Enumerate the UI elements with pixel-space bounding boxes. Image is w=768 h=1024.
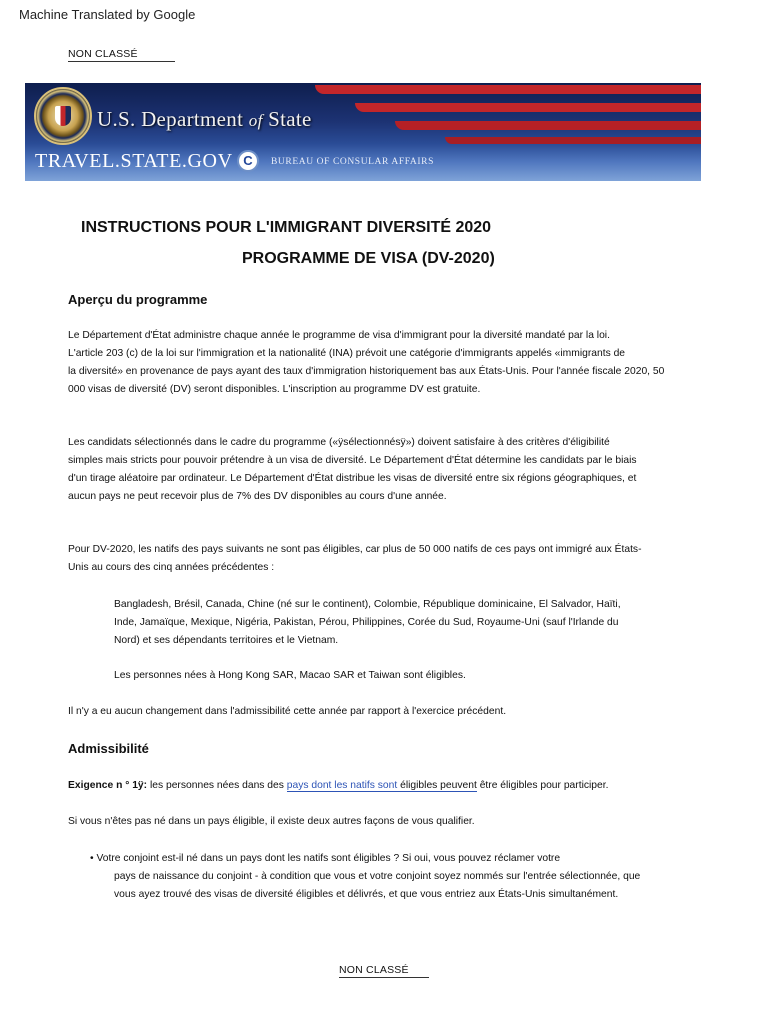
ineligible-countries-list: Bangladesh, Brésil, Canada, Chine (né sur le continent), Colombie, République dominicaine, El Salvador, Haïti, Inde, Jamaïque, Mexique, Nigéria, Pakistan, Pérou, Philippines, Corée du Sud, Royaume-Uni (sauf l'Irlande du Nord) et ses dépendants territoires et le Vietnam.	[114, 599, 621, 646]
travel-state-gov-logo: TRAVEL.STATE.GOV	[35, 150, 233, 172]
eligible-countries-link[interactable]: pays dont les natifs sont	[286, 780, 398, 791]
requirement-label: Exigence n ° 1ÿ:	[68, 780, 148, 791]
title-line-1: INSTRUCTIONS POUR L'IMMIGRANT DIVERSITÉ 2020	[81, 219, 492, 236]
bureau-name: BUREAU OF CONSULAR AFFAIRS	[271, 157, 434, 167]
overview-paragraph: Le Département d'État administre chaque année le programme de visa d'immigrant pour la diversité mandaté par la loi. L'article 203 (c) de la loi sur l'immigration et la nationalité (INA) prévoit une catégorie d'immigrants appelés «immigrants de la diversité» en provenance de pays ayant des taux d'immigration historiquement bas aux États-Unis. Pour l'année fiscale 2020, 50 000 visas de diversité (DV) seront disponibles. L'inscription au programme DV est gratuite.	[68, 330, 665, 395]
no-change-note: Il n'y a eu aucun changement dans l'admissibilité cette année par rapport à l'exercice précédent.	[68, 706, 507, 717]
classification-top: NON CLASSÉ	[68, 48, 175, 62]
dos-banner	[25, 83, 701, 181]
section-heading-eligibility: Admissibilité	[68, 741, 149, 756]
spouse-bullet: • Votre conjoint est-il né dans un pays dont les natifs sont éligibles ? Si oui, vous pouvez réclamer votre pays de naissance du conjoint - à condition que vous et votre conjoint soyez nommés sur l'entrée sélectionnée, que vous ayez trouvé des visas de diversité éligibles et délivrés, et que vous entriez aux États-Unis simultanément.	[90, 853, 641, 900]
department-name: U.S. Department of State	[97, 107, 312, 131]
eligible-note: Les personnes nées à Hong Kong SAR, Macao SAR et Taiwan sont éligibles.	[114, 670, 466, 681]
classification-bottom: NON CLASSÉ	[339, 964, 429, 978]
eagle-shield-icon	[55, 106, 71, 126]
flag-stripes	[275, 83, 701, 147]
machine-translated-notice: Machine Translated by Google	[19, 7, 196, 22]
section-heading-overview: Aperçu du programme	[68, 292, 208, 307]
consular-c-icon: C	[237, 150, 259, 172]
requirement-1: Exigence n ° 1ÿ: les personnes nées dans des pays dont les natifs sont éligibles peuvent être éligibles pour participer.	[68, 780, 609, 791]
title-line-2: PROGRAMME DE VISA (DV-2020)	[242, 250, 495, 267]
ineligible-paragraph: Pour DV-2020, les natifs des pays suivants ne sont pas éligibles, car plus de 50 000 natifs de ces pays ont immigré aux États- Unis au cours des cinq années précédentes :	[68, 544, 642, 573]
selection-paragraph: Les candidats sélectionnés dans le cadre du programme («ÿsélectionnésÿ») doivent satisfaire à des critères d'éligibilité simples mais stricts pour pouvoir prétendre à un visa de diversité. Le Département d'État détermine les candidats par le biais d'un tirage aléatoire par ordinateur. Le Département d'État distribue les visas de diversité entre six régions géographiques, et aucun pays ne peut recevoir plus de 7% des DV disponibles au cours d'une année.	[68, 437, 637, 502]
other-ways-note: Si vous n'êtes pas né dans un pays éligible, il existe deux autres façons de vous qualifier.	[68, 816, 475, 827]
state-department-seal	[34, 87, 92, 145]
